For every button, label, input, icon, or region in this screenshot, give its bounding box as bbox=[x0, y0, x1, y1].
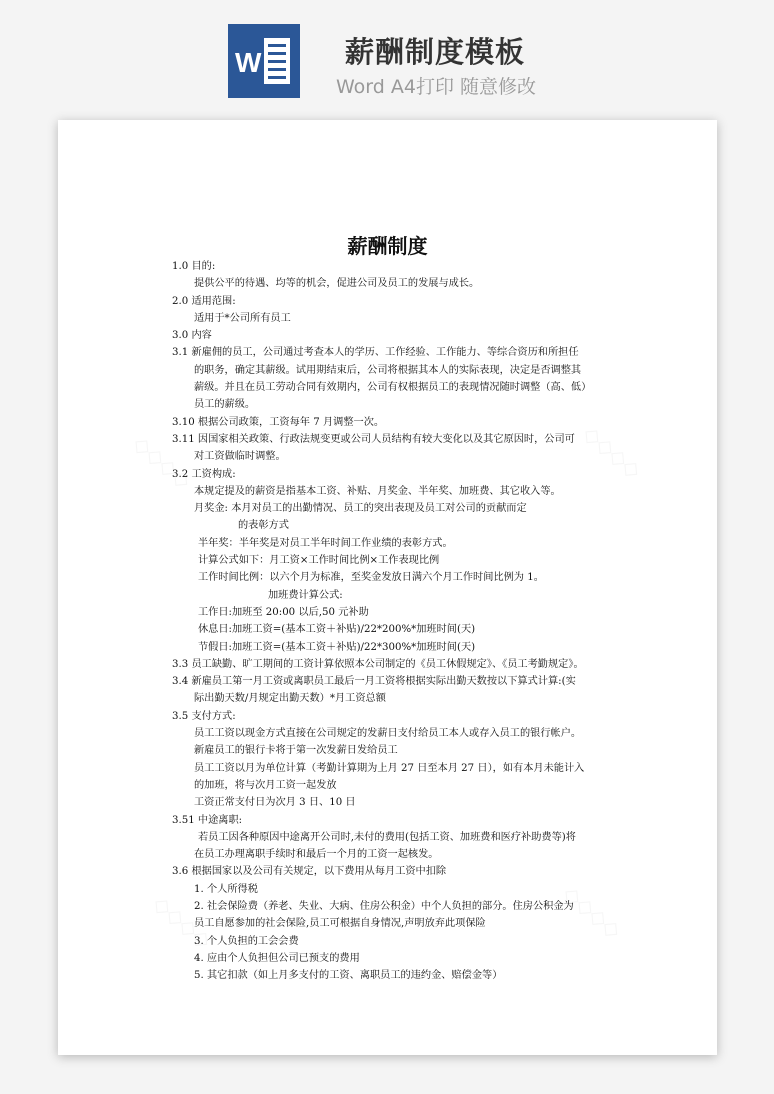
paragraph-line: 计算公式如下：月工资×工作时间比例×工作表现比例 bbox=[198, 555, 440, 567]
paragraph-line: 工资正常支付日为次月 3 日、10 日 bbox=[194, 797, 356, 809]
paragraph-line: 际出勤天数/月规定出勤天数）*月工资总额 bbox=[194, 693, 386, 705]
paragraph-line: 3.10 根据公司政策，工资每年 7 月调整一次。 bbox=[172, 416, 385, 428]
paragraph-line: 加班费计算公式: bbox=[268, 589, 343, 601]
word-icon-letter: W bbox=[235, 47, 262, 78]
banner-subtitle: Word A4打印 随意修改 bbox=[335, 76, 536, 98]
paragraph-line: 的职务，确定其薪级。试用期结束后，公司将根据其本人的实际表现，决定是否调整其 bbox=[194, 364, 582, 376]
paragraph-line: 员工工资以月为单位计算（考勤计算期为上月 27 日至本月 27 日），如有本月未能计入 bbox=[194, 762, 585, 774]
paragraph-line: 节假日:加班工资=(基本工资＋补贴)/22*300%*加班时间(天) bbox=[198, 641, 476, 653]
paragraph-line: 适用于*公司所有员工 bbox=[194, 312, 291, 324]
paragraph-line: 提供公平的待遇、均等的机会，促进公司及员工的发展与成长。 bbox=[194, 278, 480, 290]
paragraph-line: 3.11 因国家相关政策、行政法规变更或公司人员结构有较大变化以及其它原因时，公司可 bbox=[172, 433, 575, 445]
paragraph-line: 工作日:加班至 20:00 以后,50 元补助 bbox=[198, 606, 369, 618]
paragraph-line: 员工工资以现金方式直接在公司规定的发薪日支付给员工本人或存入员工的银行帐户。 bbox=[194, 728, 582, 740]
paragraph-line: 半年奖：半年奖是对员工半年时间工作业绩的表彰方式。 bbox=[198, 537, 453, 549]
paragraph-line: 员工自愿参加的社会保险,员工可根据自身情况,声明放弃此项保险 bbox=[194, 918, 486, 930]
list-item: 5. 其它扣款（如上月多支付的工资、离职员工的违约金、赔偿金等） bbox=[194, 970, 503, 982]
word-icon bbox=[228, 24, 300, 98]
paragraph-line: 3.1 新雇佣的员工，公司通过考查本人的学历、工作经验、工作能力、等综合资历和所担任 bbox=[172, 347, 579, 359]
paragraph-line: 休息日:加班工资=(基本工资＋补贴)/22*200%*加班时间(天) bbox=[198, 624, 476, 636]
paragraph-line: 3.6 根据国家以及公司有关规定，以下费用从每月工资中扣除 bbox=[172, 866, 447, 878]
section-heading: 1.0 目的: bbox=[172, 261, 216, 272]
section-heading: 3.5 支付方式: bbox=[172, 710, 236, 722]
list-item: 2. 社会保险费（养老、失业、大病、住房公积金）中个人负担的部分。住房公积金为 bbox=[194, 900, 574, 912]
paragraph-line: 新雇员工的银行卡将于第一次发薪日发给员工 bbox=[194, 745, 398, 757]
paragraph-line: 工作时间比例：以六个月为标准，至奖金发放日满六个月工作时间比例为 1。 bbox=[198, 572, 544, 584]
paragraph-line: 员工的薪级。 bbox=[194, 399, 256, 411]
paragraph-line: 薪级。并且在员工劳动合同有效期内，公司有权根据员工的表现情况随时调整（高、低） bbox=[194, 382, 592, 394]
document-body bbox=[172, 258, 604, 984]
paragraph-line: 本规定提及的薪资是指基本工资、补贴、月奖金、半年奖、加班费、其它收入等。 bbox=[194, 485, 561, 497]
list-item: 1. 个人所得税 bbox=[194, 883, 258, 895]
paragraph-line: 对工资做临时调整。 bbox=[194, 451, 286, 463]
document-title: 薪酬制度 bbox=[347, 234, 428, 258]
document-page bbox=[58, 120, 717, 1055]
paragraph-line: 若员工因各种原因中途离开公司时,未付的费用(包括工资、加班费和医疗补助费等)将 bbox=[198, 831, 576, 843]
paragraph-line: 的加班，将与次月工资一起发放 bbox=[194, 779, 337, 791]
section-heading: 2.0 适用范围: bbox=[172, 295, 236, 307]
paragraph-line: 的表彰方式 bbox=[238, 520, 289, 532]
header-banner bbox=[0, 0, 774, 118]
list-item: 4. 应由个人负担但公司已预支的费用 bbox=[194, 952, 360, 964]
section-heading: 3.0 内容 bbox=[172, 330, 212, 342]
banner-title: 薪酬制度模板 bbox=[344, 35, 525, 69]
list-item: 3. 个人负担的工会会费 bbox=[194, 935, 299, 947]
paragraph-line: 在员工办理离职手续时和最后一个月的工资一起核发。 bbox=[194, 849, 439, 861]
section-heading: 3.2 工资构成: bbox=[172, 468, 236, 480]
paragraph-line: 3.3 员工缺勤、旷工期间的工资计算依照本公司制定的《员工休假规定》、《员工考勤规定》。 bbox=[172, 658, 584, 670]
paragraph-line: 月奖金: 本月对员工的出勤情况、员工的突出表现及员工对公司的贡献而定 bbox=[194, 503, 527, 515]
paragraph-line: 3.4 新雇员工第一月工资或离职员工最后一月工资将根据实际出勤天数按以下算式计算:(实 bbox=[172, 676, 576, 688]
section-heading: 3.51 中途离职: bbox=[172, 814, 243, 826]
